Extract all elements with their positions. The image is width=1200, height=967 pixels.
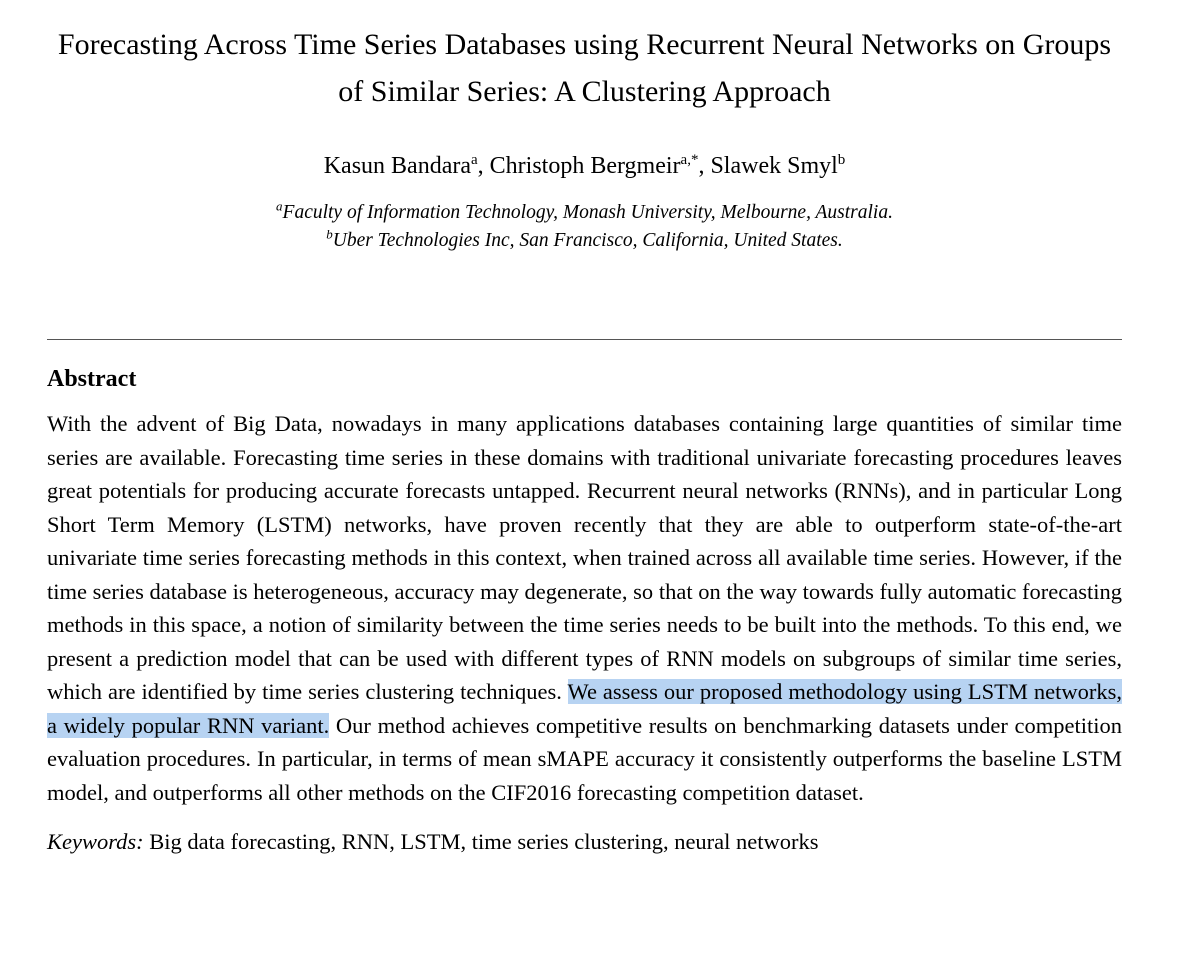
abstract-text [47, 407, 1122, 809]
author-affil-mark: a [470, 152, 478, 168]
affiliation-text: Faculty of Information Technology, Monash University, Melbourne, Australia. [282, 202, 893, 223]
keywords-line [47, 825, 1122, 859]
affiliations [47, 199, 1122, 255]
author [710, 153, 845, 179]
author-affil-mark: a,* [680, 152, 699, 168]
affiliation-mark: b [326, 226, 333, 242]
separator-rule [47, 339, 1122, 340]
keywords-label: Keywords: [47, 829, 144, 854]
author [324, 153, 490, 179]
abstract-text-after: Our method achieves competitive results on benchmarking datasets under competition evaluation procedures. In particular, in terms of mean sMAPE accuracy it consistently outperforms the baseline LSTM model, and outperforms all other methods on the CIF2016 forecasting competition dataset. [47, 712, 1122, 805]
author-name: Kasun Bandara [323, 153, 471, 179]
author-name: Christoph Bergmeir [489, 153, 681, 179]
author-separator: , [698, 153, 711, 179]
paper-title: Forecasting Across Time Series Databases using Recurrent Neural Networks on Groups of Similar Series: A Clustering Approach [57, 28, 1112, 108]
author-affil-mark: b [837, 152, 846, 168]
authors-line [47, 151, 1122, 181]
affiliation-text: Uber Technologies Inc, San Francisco, California, United States. [332, 230, 843, 251]
affiliation [47, 199, 1122, 227]
author-name: Slawek Smyl [710, 153, 838, 179]
highlighted-sentence: We assess our proposed methodology using LSTM networks, a widely popular RNN variant. [47, 679, 1122, 738]
affiliation [47, 227, 1122, 255]
author [490, 153, 711, 179]
affiliation-mark: a [276, 198, 283, 214]
author-separator: , [477, 153, 490, 179]
keywords-text: Big data forecasting, RNN, LSTM, time series clustering, neural networks [143, 829, 819, 854]
abstract-text-before: With the advent of Big Data, nowadays in many applications databases containing large quantities of similar time series are available. Forecasting time series in these domains with traditional univariate forecasting procedures leaves great potentials for producing accurate forecasts untapped. Recurrent neural networks (RNNs), and in particular Long Short Term Memory (LSTM) networks, have proven recently that they are able to outperform state-of-the-art univariate time series forecasting methods in this context, when trained across all available time series. However, if the time series database is heterogeneous, accuracy may degenerate, so that on the way towards fully automatic forecasting methods in this space, a notion of similarity between the time series needs to be built into the methods. To this end, we present a prediction model that can be used with different types of RNN models on subgroups of similar time series, which are identified by time series clustering techniques. [47, 411, 1122, 704]
abstract-heading: Abstract [47, 366, 137, 392]
